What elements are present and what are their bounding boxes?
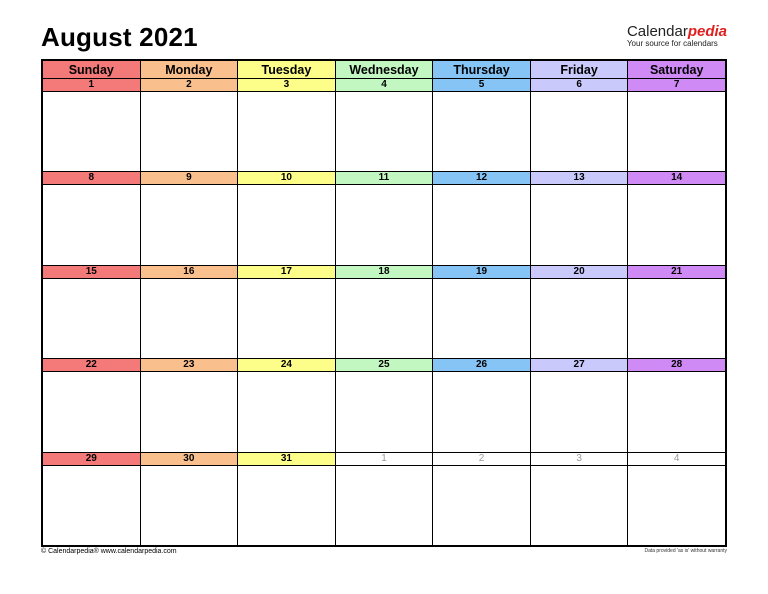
week-4-dates — [43, 359, 726, 372]
date-cell: 11 — [335, 172, 433, 185]
day-notes-area[interactable] — [628, 185, 726, 265]
day-notes-area[interactable] — [43, 92, 141, 172]
day-notes-area[interactable] — [140, 185, 238, 265]
date-cell: 7 — [628, 79, 726, 92]
date-cell: 18 — [335, 265, 433, 278]
date-cell: 16 — [140, 265, 238, 278]
day-notes-area[interactable] — [43, 465, 141, 545]
date-cell: 17 — [238, 265, 336, 278]
brand-name-accent: pedia — [687, 23, 727, 40]
day-notes-area[interactable] — [628, 465, 726, 545]
day-notes-area[interactable] — [530, 92, 628, 172]
date-cell: 14 — [628, 172, 726, 185]
weekday-header-row — [43, 61, 726, 79]
day-notes-area[interactable] — [433, 465, 531, 545]
date-cell: 27 — [530, 359, 628, 372]
date-cell: 6 — [530, 79, 628, 92]
date-cell: 23 — [140, 359, 238, 372]
weekday-wednesday: Wednesday — [335, 61, 433, 79]
date-cell: 2 — [140, 79, 238, 92]
week-4-notes — [43, 372, 726, 452]
day-notes-area[interactable] — [335, 372, 433, 452]
date-cell: 19 — [433, 265, 531, 278]
day-notes-area[interactable] — [433, 372, 531, 452]
next-month-date-cell: 2 — [433, 452, 531, 465]
brand-name: Calendar — [626, 23, 688, 40]
weekday-friday: Friday — [530, 61, 628, 79]
week-5-notes — [43, 465, 726, 545]
date-cell: 20 — [530, 265, 628, 278]
day-notes-area[interactable] — [238, 372, 336, 452]
day-notes-area[interactable] — [140, 465, 238, 545]
week-2-dates — [43, 172, 726, 185]
page-title: August 2021 — [41, 22, 198, 52]
day-notes-area[interactable] — [238, 278, 336, 358]
day-notes-area[interactable] — [43, 185, 141, 265]
date-cell: 28 — [628, 359, 726, 372]
date-cell: 10 — [238, 172, 336, 185]
day-notes-area[interactable] — [140, 278, 238, 358]
date-cell: 5 — [433, 79, 531, 92]
day-notes-area[interactable] — [335, 465, 433, 545]
next-month-date-cell: 1 — [335, 452, 433, 465]
day-notes-area[interactable] — [530, 185, 628, 265]
day-notes-area[interactable] — [238, 92, 336, 172]
day-notes-area[interactable] — [335, 185, 433, 265]
week-1-dates — [43, 79, 726, 92]
week-1-notes — [43, 92, 726, 172]
day-notes-area[interactable] — [530, 372, 628, 452]
day-notes-area[interactable] — [43, 372, 141, 452]
next-month-date-cell: 3 — [530, 452, 628, 465]
weekday-sunday: Sunday — [43, 61, 141, 79]
weekday-saturday: Saturday — [628, 61, 726, 79]
day-notes-area[interactable] — [433, 185, 531, 265]
date-cell: 4 — [335, 79, 433, 92]
date-cell: 25 — [335, 359, 433, 372]
day-notes-area[interactable] — [335, 92, 433, 172]
date-cell: 31 — [238, 452, 336, 465]
date-cell: 15 — [43, 265, 141, 278]
day-notes-area[interactable] — [628, 92, 726, 172]
day-notes-area[interactable] — [238, 185, 336, 265]
day-notes-area[interactable] — [530, 278, 628, 358]
week-3-dates — [43, 265, 726, 278]
brand-logo — [627, 24, 727, 48]
day-notes-area[interactable] — [238, 465, 336, 545]
day-notes-area[interactable] — [433, 92, 531, 172]
date-cell: 26 — [433, 359, 531, 372]
week-2-notes — [43, 185, 726, 265]
date-cell: 22 — [43, 359, 141, 372]
date-cell: 29 — [43, 452, 141, 465]
week-5-dates — [43, 452, 726, 465]
date-cell: 21 — [628, 265, 726, 278]
day-notes-area[interactable] — [628, 278, 726, 358]
date-cell: 9 — [140, 172, 238, 185]
day-notes-area[interactable] — [433, 278, 531, 358]
day-notes-area[interactable] — [335, 278, 433, 358]
date-cell: 13 — [530, 172, 628, 185]
day-notes-area[interactable] — [140, 372, 238, 452]
date-cell: 3 — [238, 79, 336, 92]
date-cell: 30 — [140, 452, 238, 465]
week-3-notes — [43, 278, 726, 358]
weekday-monday: Monday — [140, 61, 238, 79]
weekday-thursday: Thursday — [433, 61, 531, 79]
date-cell: 12 — [433, 172, 531, 185]
date-cell: 8 — [43, 172, 141, 185]
brand-tagline: Your source for calendars — [626, 39, 718, 48]
day-notes-area[interactable] — [140, 92, 238, 172]
date-cell: 24 — [238, 359, 336, 372]
day-notes-area[interactable] — [530, 465, 628, 545]
calendar-grid — [41, 59, 727, 547]
day-notes-area[interactable] — [43, 278, 141, 358]
weekday-tuesday: Tuesday — [238, 61, 336, 79]
footer-copyright: © Calendarpedia® www.calendarpedia.com — [41, 548, 177, 555]
footer-disclaimer: Data provided 'as is' without warranty — [644, 548, 727, 554]
day-notes-area[interactable] — [628, 372, 726, 452]
date-cell: 1 — [43, 79, 141, 92]
next-month-date-cell: 4 — [628, 452, 726, 465]
